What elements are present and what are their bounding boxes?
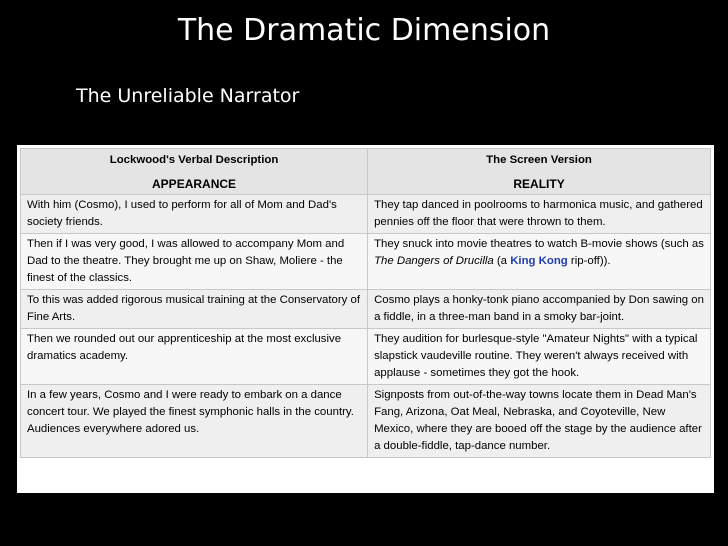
reality-cell: Cosmo plays a honky-tonk piano accompanied by Don sawing on a fiddle, in a three-man band in a smoky bar-joint. — [368, 290, 711, 329]
appearance-cell: Then we rounded out our apprenticeship at the most exclusive dramatics academy. — [21, 329, 368, 385]
header-reality-bottom: REALITY — [513, 177, 565, 191]
reality-text-prefix: They snuck into movie theatres to watch B-movie shows (such as — [374, 238, 704, 250]
appearance-cell: To this was added rigorous musical training at the Conservatory of Fine Arts. — [21, 290, 368, 329]
reality-cell: They tap danced in poolrooms to harmonica music, and gathered pennies off the floor that were thrown to them. — [368, 195, 711, 234]
film-title: The Dangers of Drucilla — [374, 255, 494, 267]
header-reality-top: The Screen Version — [486, 154, 592, 166]
comparison-table — [20, 148, 711, 458]
slide-subtitle: The Unreliable Narrator — [76, 85, 300, 107]
header-appearance-bottom: APPEARANCE — [152, 177, 237, 191]
appearance-cell: In a few years, Cosmo and I were ready to embark on a dance concert tour. We played the finest symphonic halls in the country. Audiences everywhere adored us. — [21, 385, 368, 458]
table-row — [21, 195, 711, 234]
appearance-cell: With him (Cosmo), I used to perform for all of Mom and Dad's society friends. — [21, 195, 368, 234]
reality-text-suffix: rip-off)). — [567, 255, 611, 267]
table-header-row — [21, 149, 711, 195]
table-row — [21, 234, 711, 290]
table-row — [21, 385, 711, 458]
appearance-cell: Then if I was very good, I was allowed to accompany Mom and Dad to the theatre. They brought me up on Shaw, Moliere - the finest of the classics. — [21, 234, 368, 290]
table-row — [21, 329, 711, 385]
reality-cell: Signposts from out-of-the-way towns locate them in Dead Man's Fang, Arizona, Oat Meal, Nebraska, and Coyoteville, New Mexico, where they are booed off the stage by the audience after a double-fiddle, tap-dance number. — [368, 385, 711, 458]
reality-cell: They audition for burlesque-style "Amateur Nights" with a typical slapstick vaudeville routine. They weren't always received with applause - sometimes they got the hook. — [368, 329, 711, 385]
table-row — [21, 290, 711, 329]
header-appearance — [21, 149, 368, 195]
slide-title: The Dramatic Dimension — [177, 13, 551, 48]
header-reality — [368, 149, 711, 195]
comparison-table-image — [17, 145, 714, 493]
reality-text-mid: (a — [493, 255, 511, 267]
king-kong-link[interactable]: King Kong — [510, 255, 568, 267]
header-appearance-top: Lockwood's Verbal Description — [109, 154, 279, 166]
reality-cell — [368, 234, 711, 290]
